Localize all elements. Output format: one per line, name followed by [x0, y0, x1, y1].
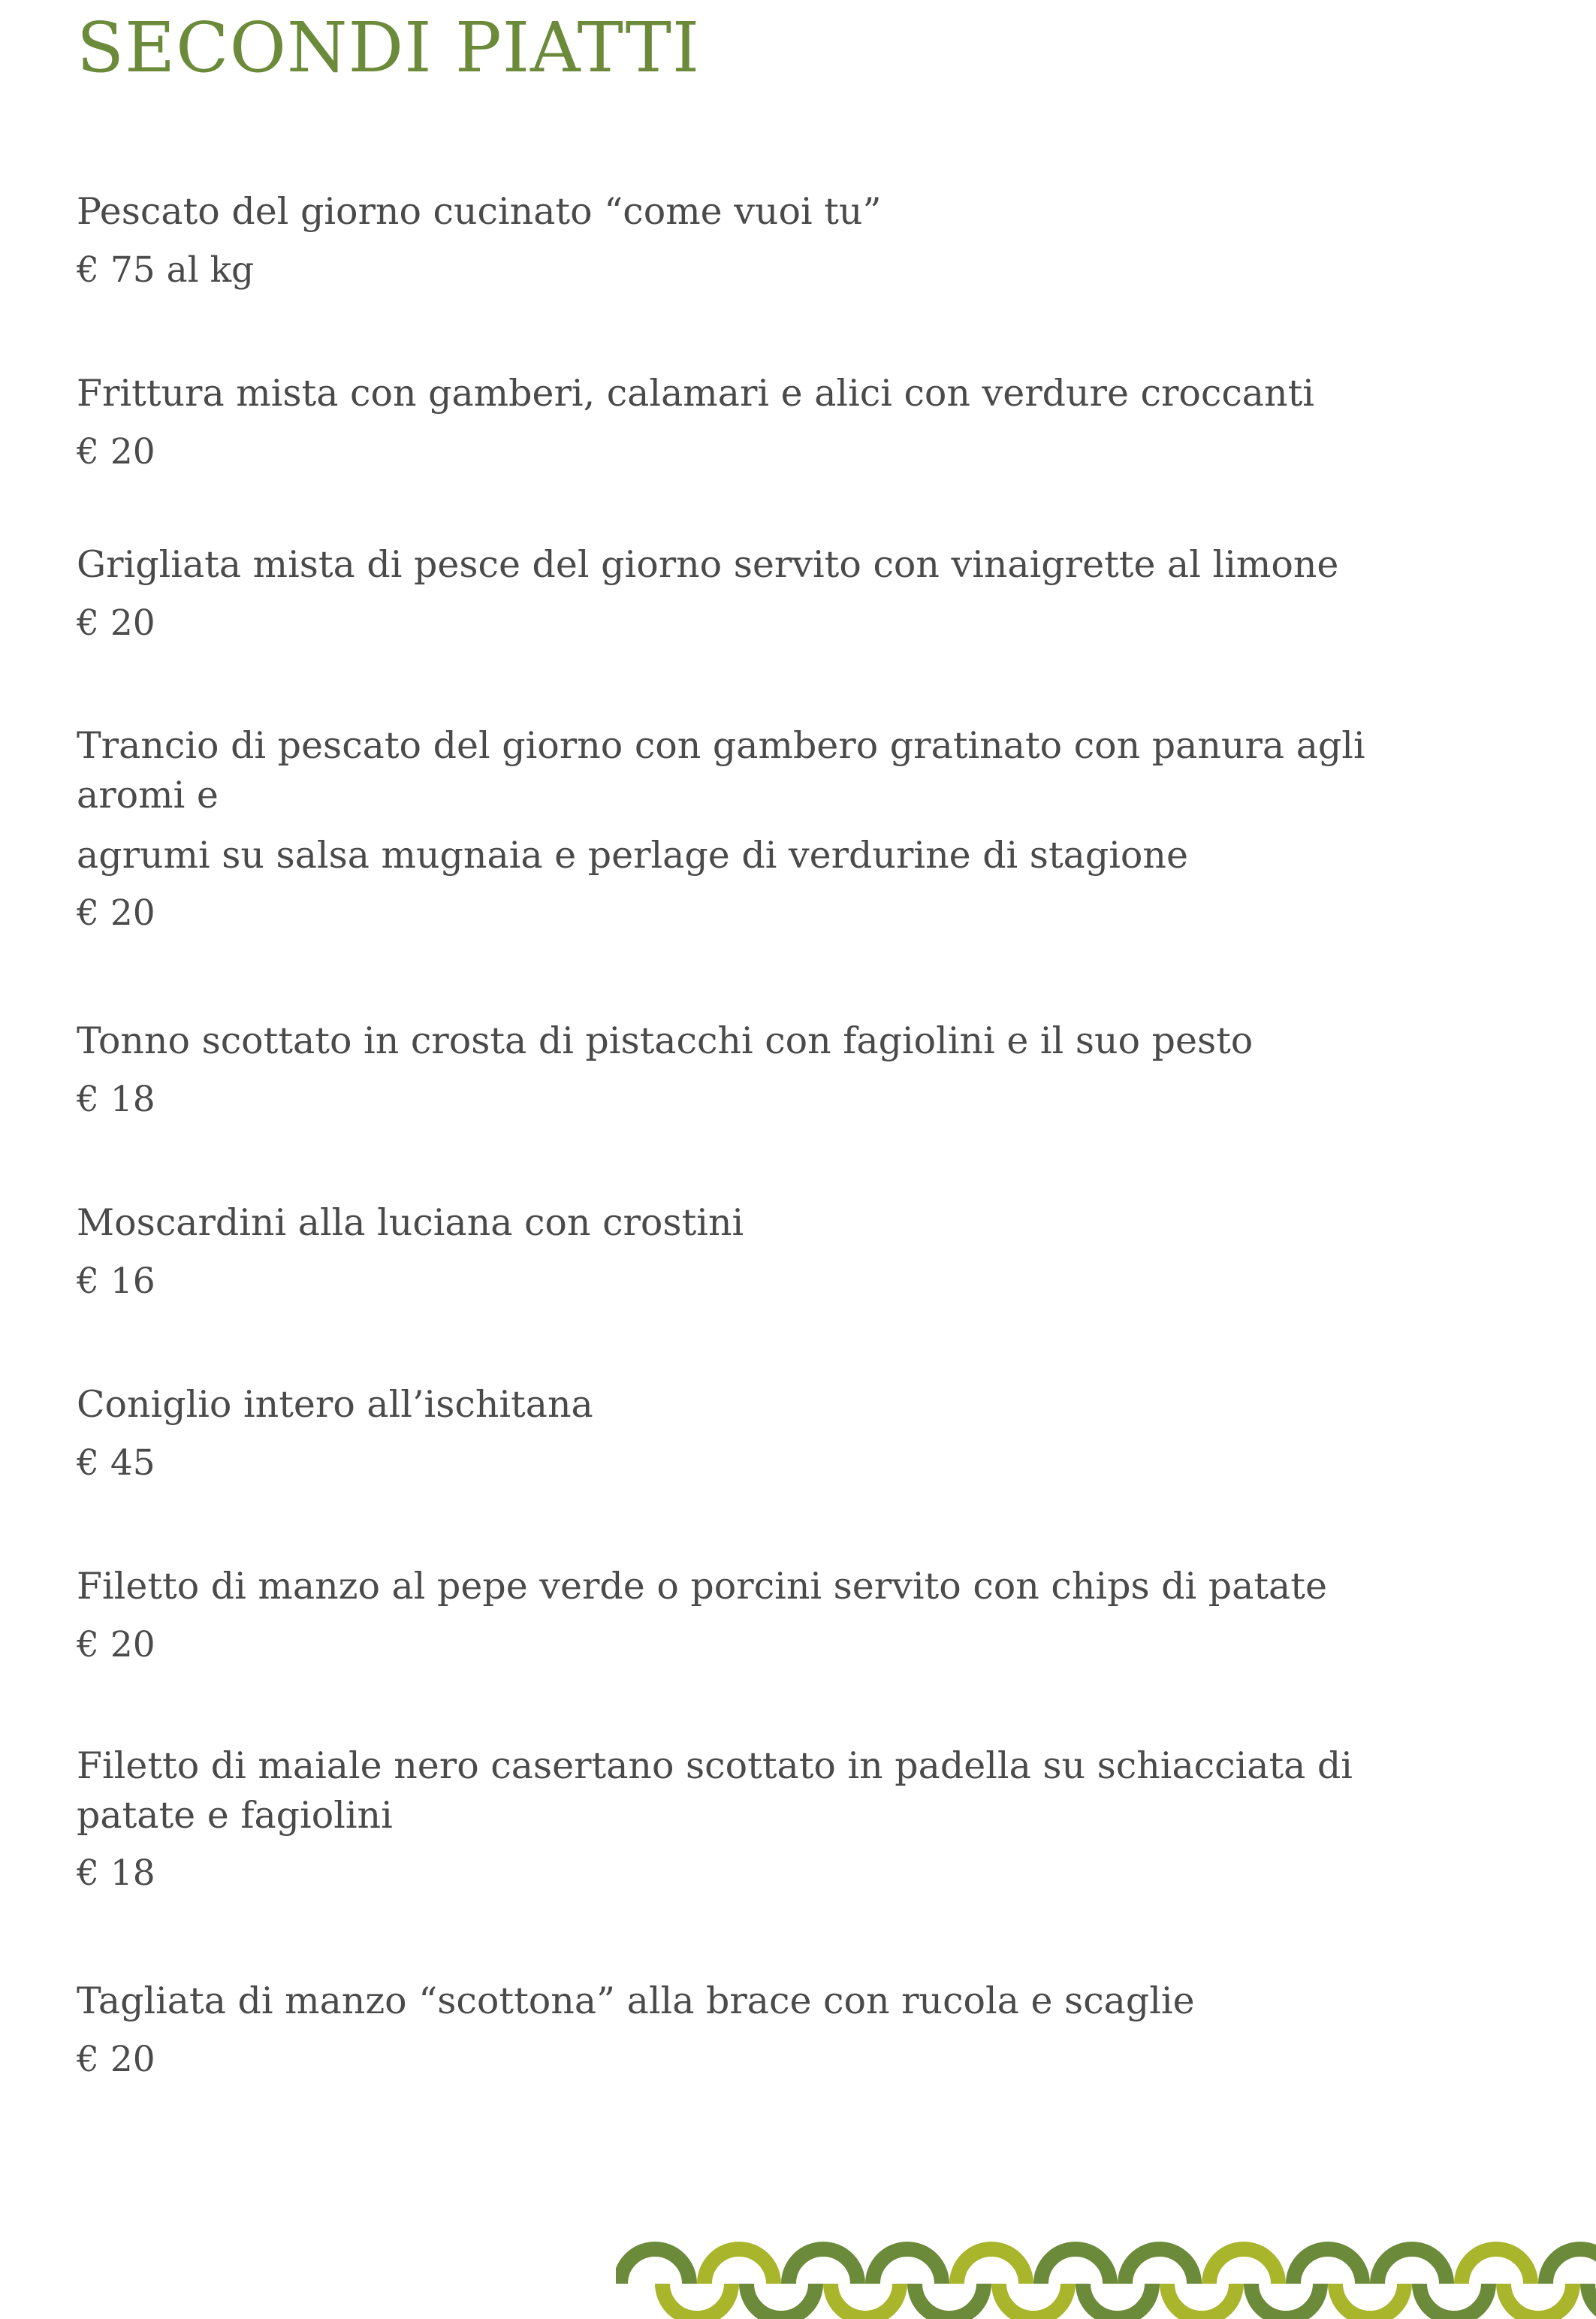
- ornament-upper-arc: [704, 2249, 774, 2284]
- menu-item-price: € 20: [77, 892, 155, 934]
- ornament-upper-arc: [1125, 2249, 1194, 2284]
- menu-item: [77, 1016, 1368, 1124]
- menu-item: [77, 1561, 1368, 1669]
- menu-item-price: € 20: [77, 431, 155, 473]
- menu-item-name: Moscardini alla luciana con crostini: [77, 1201, 744, 1244]
- ornament-upper-arc: [1041, 2249, 1110, 2284]
- menu-item-price: € 18: [77, 1852, 155, 1894]
- ornament-lower-arc: [1083, 2284, 1152, 2318]
- menu-item-price: € 20: [77, 602, 155, 644]
- ornament-upper-arc: [1546, 2249, 1596, 2284]
- menu-item: [77, 721, 1368, 938]
- section-title: SECONDI PIATTI: [77, 8, 701, 88]
- ornament-upper-arc: [789, 2249, 858, 2284]
- ornament-upper-arc: [1209, 2249, 1278, 2284]
- menu-item-price: € 18: [77, 1079, 155, 1120]
- menu-item-name: Grigliata mista di pesce del giorno servito con vinaigrette al limone: [77, 543, 1339, 586]
- menu-item-name-line: agrumi su salsa mugnaia e perlage di verdurine di stagione: [77, 834, 1188, 877]
- menu-item: [77, 1197, 1368, 1306]
- menu-item: [77, 1976, 1368, 2084]
- ornament-lower-arc: [999, 2284, 1068, 2318]
- ornament-lower-arc: [1167, 2284, 1236, 2318]
- ornament-lower-arc: [1588, 2284, 1596, 2318]
- ornament-upper-arc: [1377, 2249, 1447, 2284]
- menu-item-name-line: aromi e: [77, 774, 219, 817]
- menu-item-price: € 20: [77, 2039, 155, 2080]
- wave-ornament: [616, 2231, 1596, 2319]
- menu-item-price: € 75 al kg: [77, 249, 255, 291]
- ornament-lower-arc: [1504, 2284, 1573, 2318]
- ornament-lower-arc: [747, 2284, 816, 2318]
- wave-ornament-graphic: [616, 2231, 1596, 2319]
- ornament-upper-arc: [957, 2249, 1026, 2284]
- ornament-upper-arc: [1293, 2249, 1362, 2284]
- ornament-upper-arc: [620, 2249, 689, 2284]
- ornament-upper-arc: [873, 2249, 942, 2284]
- menu-item: [77, 186, 1368, 294]
- ornament-upper-arc: [1462, 2249, 1531, 2284]
- menu-item-name: Coniglio intero all’ischitana: [77, 1383, 593, 1426]
- ornament-lower-arc: [915, 2284, 984, 2318]
- ornament-lower-arc: [831, 2284, 900, 2318]
- menu-item-name: Pescato del giorno cucinato “come vuoi tu”: [77, 190, 882, 233]
- menu-item: [77, 539, 1368, 648]
- menu-item-name: Tagliata di manzo “scottona” alla brace con rucola e scaglie: [77, 1979, 1195, 2022]
- menu-item-price: € 45: [77, 1442, 155, 1484]
- ornament-lower-arc: [1251, 2284, 1320, 2318]
- menu-item: [77, 368, 1368, 476]
- menu-item-name: Tonno scottato in crosta di pistacchi con fagiolini e il suo pesto: [77, 1019, 1254, 1062]
- ornament-lower-arc: [662, 2284, 732, 2318]
- menu-item-price: € 20: [77, 1624, 155, 1665]
- menu-item-name-line: patate e fagiolini: [77, 1794, 393, 1837]
- menu-item-name-line: Filetto di maiale nero casertano scottato in padella su schiacciata di: [77, 1744, 1353, 1787]
- menu-item: [77, 1741, 1368, 1898]
- menu-item-name: Frittura mista con gamberi, calamari e alici con verdure croccanti: [77, 372, 1314, 415]
- menu-item-name: Filetto di manzo al pepe verde o porcini servito con chips di patate: [77, 1565, 1327, 1608]
- ornament-lower-arc: [1420, 2284, 1489, 2318]
- menu-item-price: € 16: [77, 1261, 155, 1302]
- ornament-lower-arc: [1335, 2284, 1404, 2318]
- menu-item: [77, 1379, 1368, 1487]
- menu-item-name-line: Trancio di pescato del giorno con gambero gratinato con panura agli: [77, 724, 1365, 767]
